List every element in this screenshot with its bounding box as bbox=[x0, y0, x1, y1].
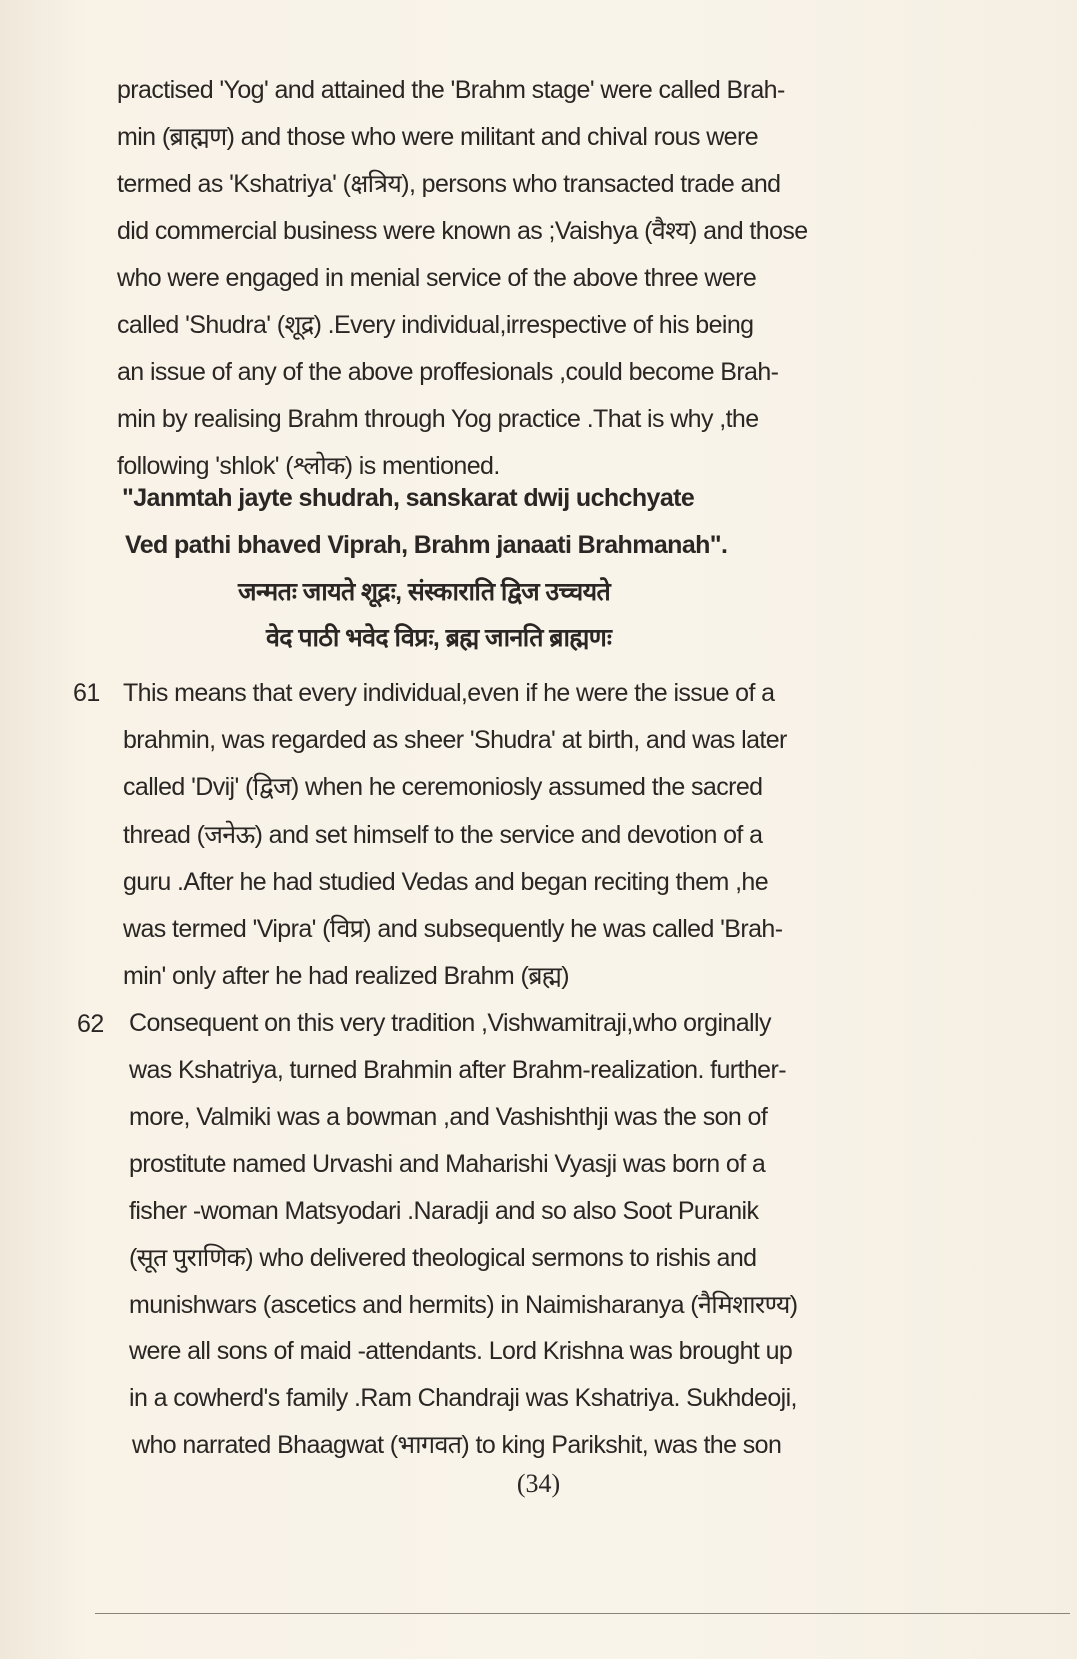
page-number: (34) bbox=[516, 1469, 561, 1498]
text-line: (सूत पुराणिक) who delivered theological sermons to rishis and bbox=[129, 1244, 757, 1272]
text-line: guru .After he had studied Vedas and began reciting them ,he bbox=[123, 868, 769, 896]
text-line: termed as 'Kshatriya' (क्षत्रिय), persons who transacted trade and bbox=[117, 170, 781, 198]
text-line: munishwars (ascetics and hermits) in Naimisharanya (नैमिशारण्य) bbox=[129, 1291, 798, 1319]
text-line: who were engaged in menial service of the above three were bbox=[117, 264, 757, 292]
text-line: thread (जनेऊ) and set himself to the service and devotion of a bbox=[123, 821, 763, 849]
text-line: practised 'Yog' and attained the 'Brahm stage' were called Brah- bbox=[117, 76, 785, 104]
shlok-roman-line: "Janmtah jayte shudrah, sanskarat dwij uchchyate bbox=[122, 484, 695, 512]
text-line: Consequent on this very tradition ,Vishwamitraji,who orginally bbox=[129, 1009, 771, 1037]
shlok-roman-line: Ved pathi bhaved Viprah, Brahm janaati Brahmanah". bbox=[125, 531, 728, 559]
text-line: following 'shlok' (श्लोक) is mentioned. bbox=[117, 452, 500, 480]
text-line: min by realising Brahm through Yog practice .That is why ,the bbox=[117, 405, 759, 433]
footer-divider bbox=[95, 1613, 1070, 1614]
text-line: called 'Shudra' (शूद्र) .Every individual,irrespective of his being bbox=[117, 311, 754, 339]
text-line: more, Valmiki was a bowman ,and Vashishthji was the son of bbox=[129, 1103, 768, 1131]
text-line: fisher -woman Matsyodari .Naradji and so also Soot Puranik bbox=[129, 1197, 759, 1225]
text-line: min (ब्राह्मण) and those who were militant and chival rous were bbox=[117, 123, 758, 151]
text-line: This means that every individual,even if he were the issue of a bbox=[123, 679, 775, 707]
shlok-devanagari-line: वेद पाठी भवेद विप्रः, ब्रह्म जानति ब्राह्मणः bbox=[266, 624, 612, 652]
text-line: prostitute named Urvashi and Maharishi Vyasji was born of a bbox=[129, 1150, 766, 1178]
shlok-devanagari-line: जन्मतः जायते शूद्रः, संस्काराति द्विज उच्चयते bbox=[238, 578, 611, 606]
paragraph-number: 61 bbox=[73, 679, 100, 707]
text-line: brahmin, was regarded as sheer 'Shudra' at birth, and was later bbox=[123, 726, 787, 754]
text-line: called 'Dvij' (द्विज) when he ceremoniosly assumed the sacred bbox=[123, 773, 763, 801]
text-line: in a cowherd's family .Ram Chandraji was Kshatriya. Sukhdeoji, bbox=[129, 1384, 797, 1412]
text-line: was termed 'Vipra' (विप्र) and subsequently he was called 'Brah- bbox=[123, 915, 783, 943]
text-line: an issue of any of the above proffesionals ,could become Brah- bbox=[117, 358, 779, 386]
text-line: who narrated Bhaagwat (भागवत) to king Parikshit, was the son bbox=[132, 1431, 782, 1459]
text-line: did commercial business were known as ;Vaishya (वैश्य) and those bbox=[117, 217, 808, 245]
text-line: was Kshatriya, turned Brahmin after Brahm-realization. further- bbox=[129, 1056, 786, 1084]
paragraph-number: 62 bbox=[77, 1010, 104, 1038]
text-line: min' only after he had realized Brahm (ब्रह्म) bbox=[123, 962, 570, 990]
text-line: were all sons of maid -attendants. Lord Krishna was brought up bbox=[129, 1337, 793, 1365]
